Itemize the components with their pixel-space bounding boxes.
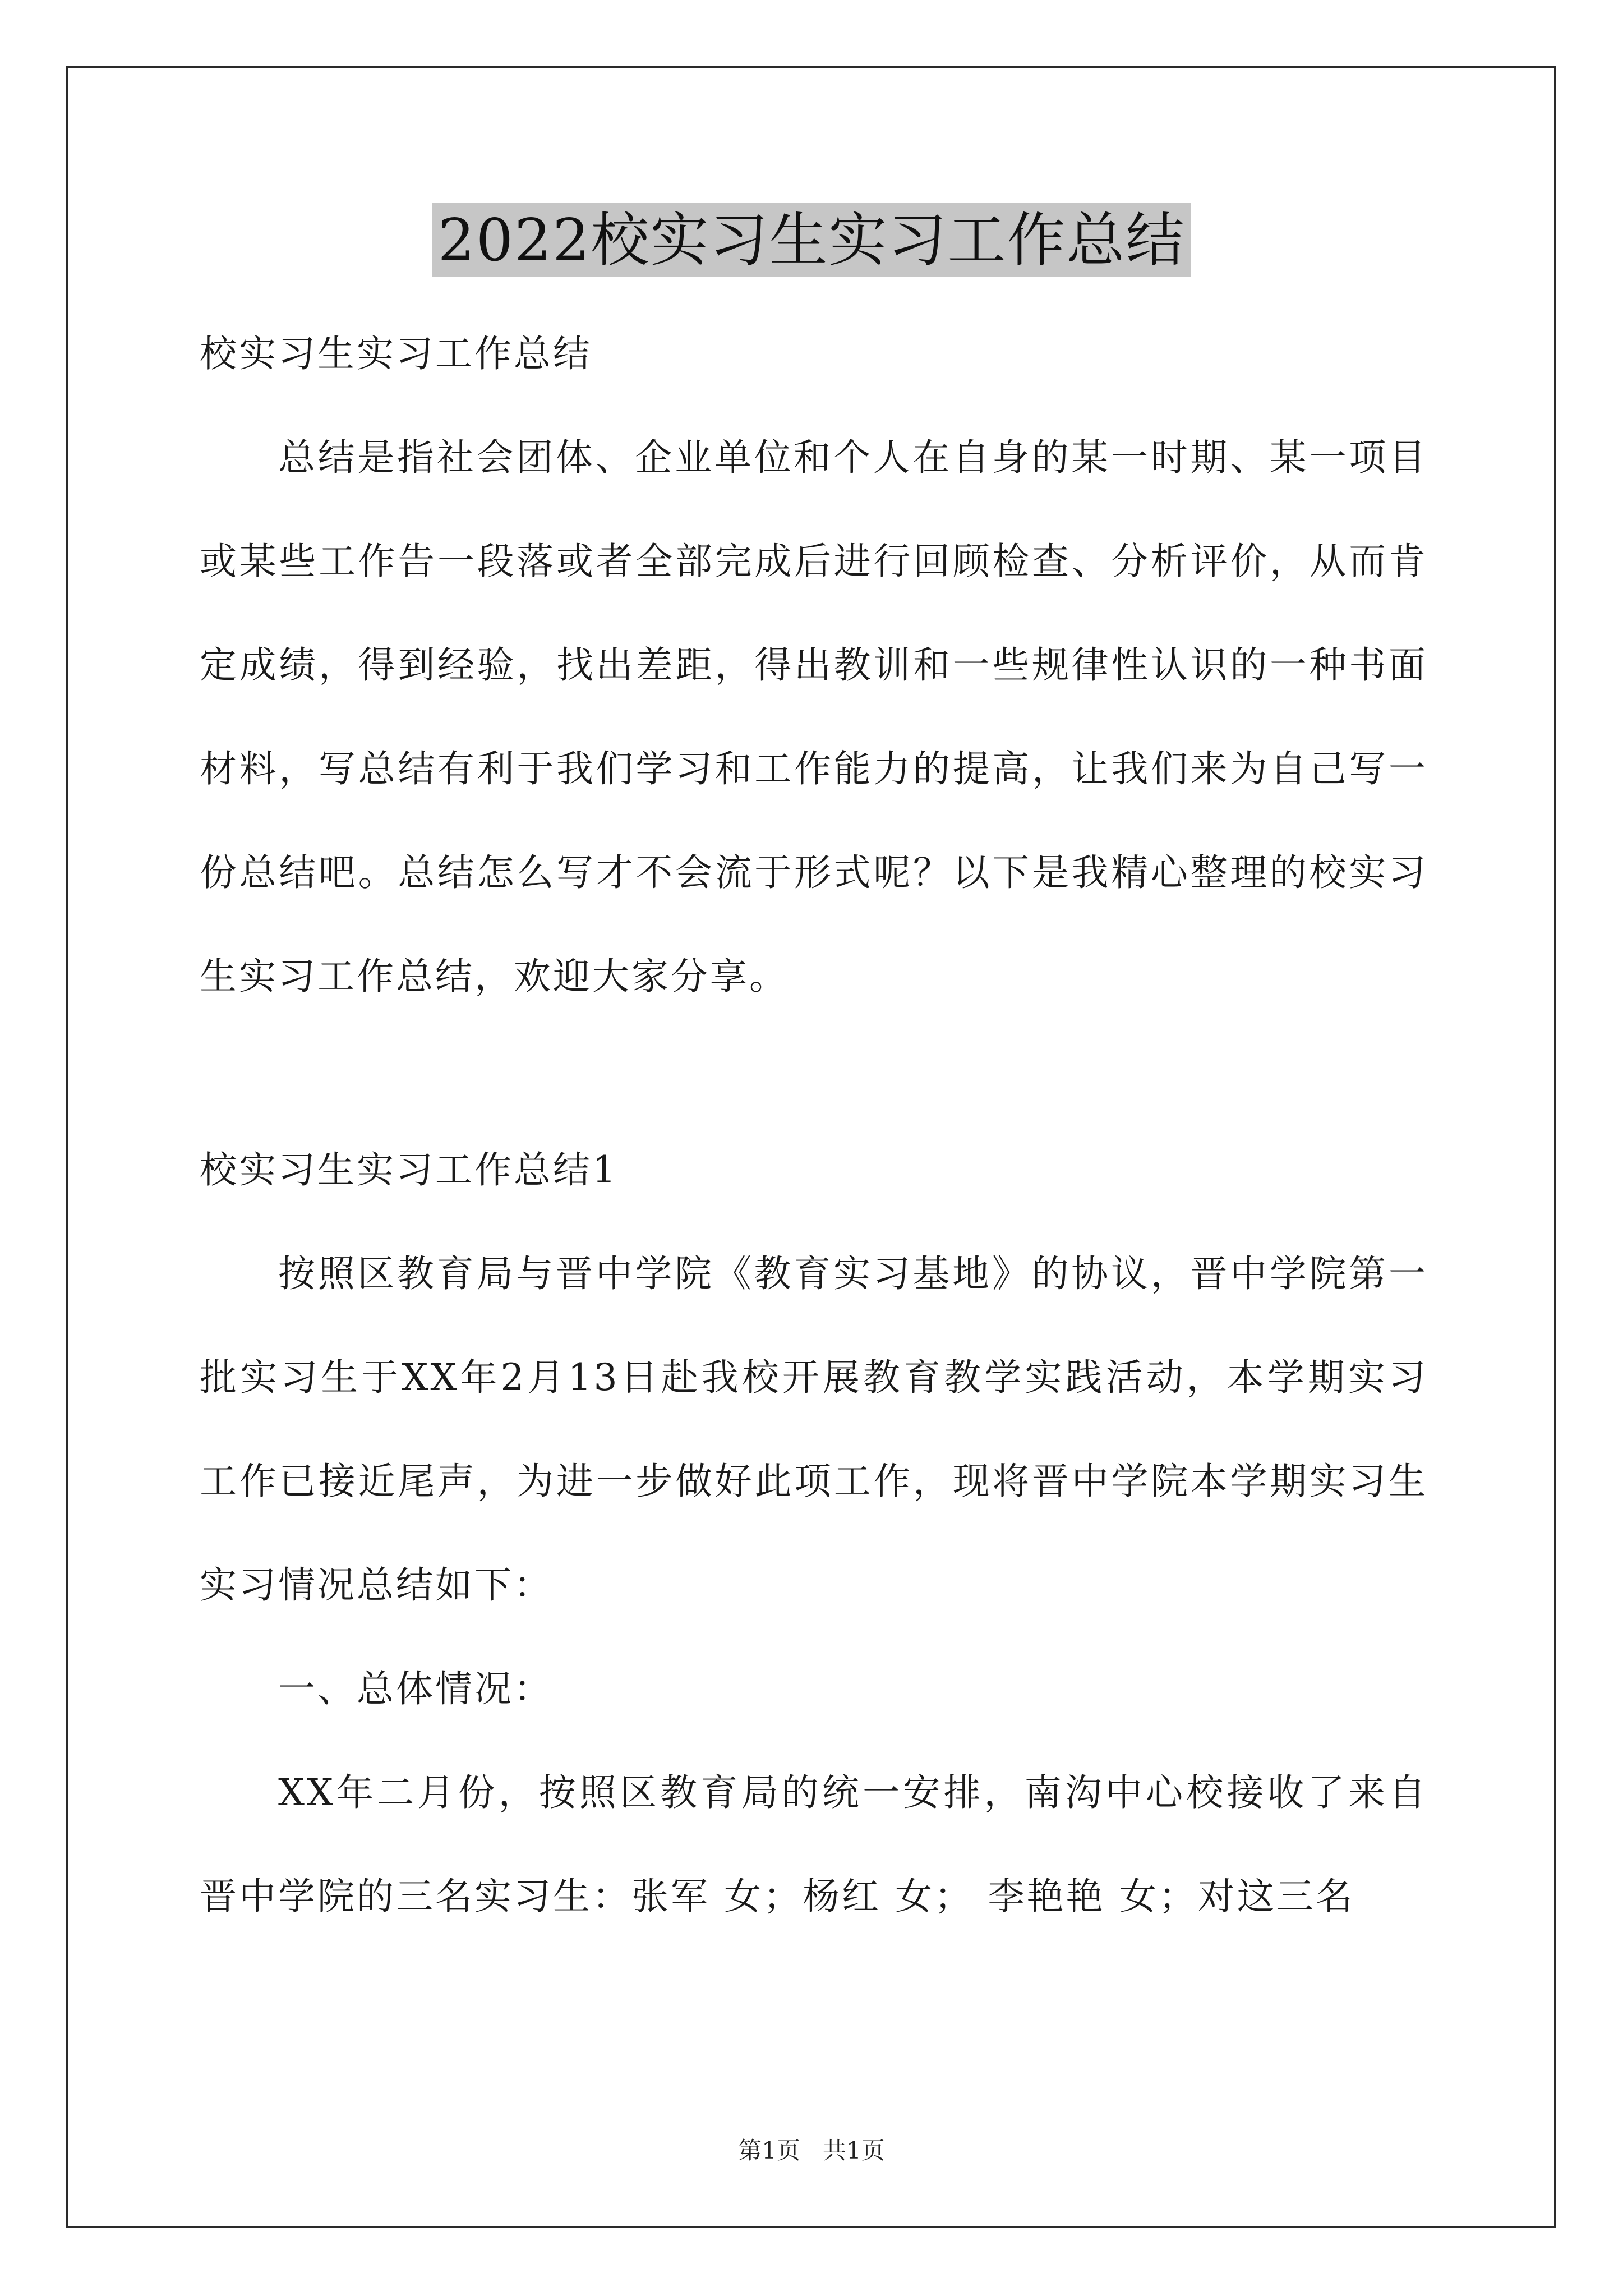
section-paragraph: XX年二月份，按照区教育局的统一安排，南沟中心校接收了来自晋中学院的三名实习生：张军 女；杨红 女； 李艳艳 女；对这三名 [200, 1771, 1428, 1918]
page-footer [0, 2134, 1623, 2168]
section-paragraph: 按照区教育局与晋中学院《教育实习基地》的协议，晋中学院第一批实习生于XX年2月13日赴我校开展教育教学实践活动，本学期实习工作已接近尾声，为进一步做好此项工作，现将晋中学院本学期实习生实习情况总结如下： [200, 1252, 1428, 1607]
page-number: 第1页 [738, 2137, 800, 2164]
document-subtitle: 校实习生实习工作总结 [200, 332, 592, 375]
document-body [200, 302, 1428, 1948]
document-title: 2022校实习生实习工作总结 [432, 203, 1191, 277]
section-subheading: 一、总体情况： [278, 1667, 553, 1710]
page-total: 共1页 [823, 2137, 885, 2164]
title-container [0, 203, 1623, 277]
section-heading: 校实习生实习工作总结1 [200, 1148, 618, 1191]
intro-paragraph: 总结是指社会团体、企业单位和个人在自身的某一时期、某一项目或某些工作告一段落或者全部完成后进行回顾检查、分析评价，从而肯定成绩，得到经验，找出差距，得出教训和一些规律性认识的一种书面材料，写总结有利于我们学习和工作能力的提高，让我们来为自己写一份总结吧。总结怎么写才不会流于形式呢？以下是我精心整理的校实习生实习工作总结，欢迎大家分享。 [200, 436, 1428, 998]
